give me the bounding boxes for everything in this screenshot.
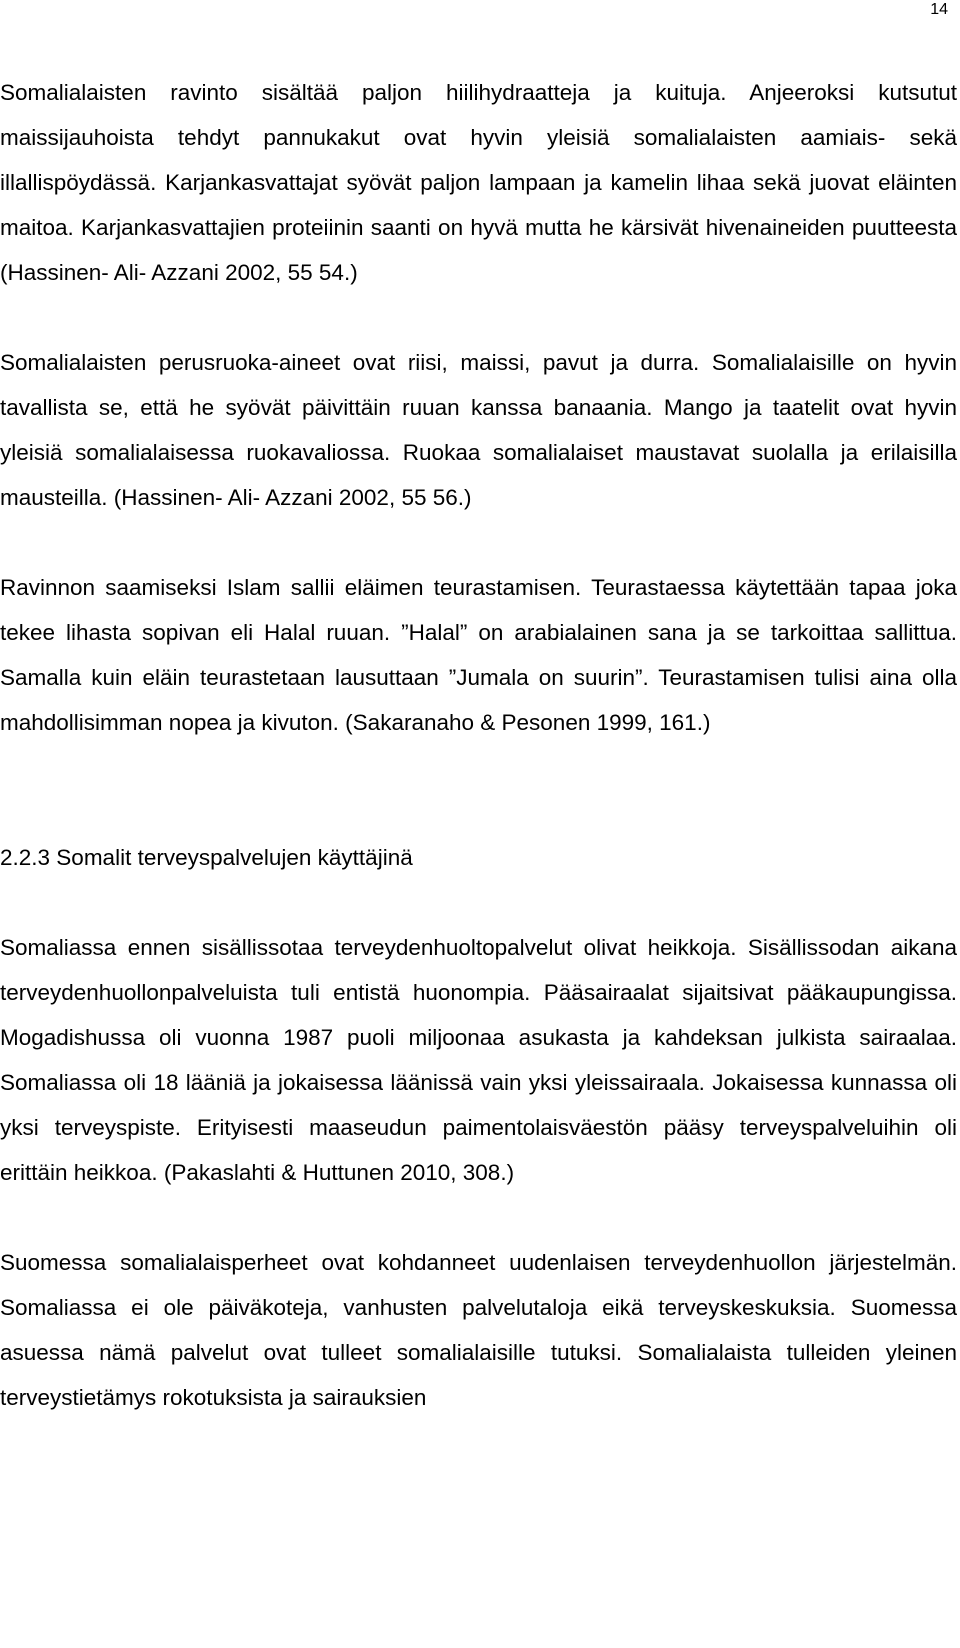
paragraph-healthcare-finland: Suomessa somalialaisperheet ovat kohdanneet uudenlaisen terveydenhuollon järjestelmän. Somaliassa ei ole päiväkoteja, vanhusten palvelutaloja eikä terveyskeskuksia. Suomessa asuessa nämä palvelut ovat tulleet somalialaisille tutuksi. Somalialaista tulleiden yleinen terveystietämys rokotuksista ja sairauksien — [0, 1250, 957, 1410]
document-body — [0, 70, 957, 1420]
page-number: 14 — [930, 1, 948, 18]
paragraph-healthcare-somalia: Somaliassa ennen sisällissotaa terveydenhuoltopalvelut olivat heikkoja. Sisällissodan aikana terveydenhuollonpalveluista tuli entistä huonompia. Pääsairaalat sijaitsivat pääkaupungissa. Mogadishussa oli vuonna 1987 puoli miljoonaa asukasta ja kahdeksan julkista sairaalaa. Somaliassa oli 18 lääniä ja jokaisessa läänissä vain yksi yleissairaala. Jokaisessa kunnassa oli yksi terveyspiste. Erityisesti maaseudun paimentolaisväestön pääsy terveyspalveluihin oli erittäin heikkoa. (Pakaslahti & Huttunen 2010, 308.) — [0, 935, 957, 1185]
section-heading: 2.2.3 Somalit terveyspalvelujen käyttäjinä — [0, 845, 413, 870]
paragraph-staple-foods: Somalialaisten perusruoka-aineet ovat riisi, maissi, pavut ja durra. Somalialaisille on hyvin tavallista se, että he syövät päivittäin ruuan kanssa banaania. Mango ja taatelit ovat hyvin yleisiä somalialaisessa ruokavaliossa. Ruokaa somalialaiset maustavat suolalla ja erilaisilla mausteilla. (Hassinen- Ali- Azzani 2002, 55 56.) — [0, 350, 957, 510]
paragraph-halal: Ravinnon saamiseksi Islam sallii eläimen teurastamisen. Teurastaessa käytettään tapaa joka tekee lihasta sopivan eli Halal ruuan. ”Halal” on arabialainen sana ja se tarkoittaa sallittua. Samalla kuin eläin teurastetaan lausuttaan ”Jumala on suurin”. Teurastamisen tulisi aina olla mahdollisimman nopea ja kivuton. (Sakaranaho & Pesonen 1999, 161.) — [0, 575, 957, 735]
paragraph-diet: Somalialaisten ravinto sisältää paljon hiilihydraatteja ja kuituja. Anjeeroksi kutsutut maissijauhoista tehdyt pannukakut ovat hyvin yleisiä somalialaisten aamiais- sekä illallispöydässä. Karjankasvattajat syövät paljon lampaan ja kamelin lihaa sekä juovat eläinten maitoa. Karjankasvattajien proteiinin saanti on hyvä mutta he kärsivät hivenaineiden puutteesta (Hassinen- Ali- Azzani 2002, 55 54.) — [0, 80, 957, 285]
